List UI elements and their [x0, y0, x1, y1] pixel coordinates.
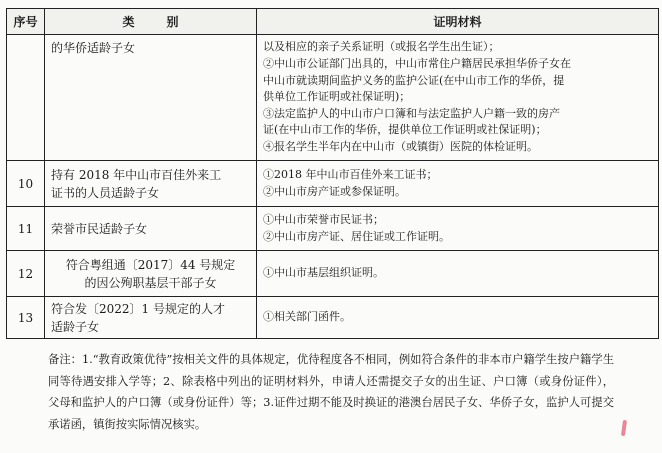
row-category — [45, 161, 257, 207]
table-row — [7, 207, 659, 251]
footnote: 备注：1.“教育政策优待”按相关文件的具体规定，优待程度各不相同，例如符合条件的非本市户籍学生按户籍学生同等待遇安排入学等；2、除表格中列出的证明材料外，申请人还需提交子女的出生证、户口簿（或身份证件），父母和监护人的户口簿（或身份证件）等；3.证件过期不能及时换证的港澳台居民子女、华侨子女，监护人可提交承诺函，镇街按实际情况核实。 — [48, 353, 614, 431]
pen-mark — [621, 420, 627, 436]
material-line: ②中山市公证部门出具的，中山市常住户籍居民承担华侨子女在 — [263, 57, 571, 71]
row-category: 的华侨适龄子女 — [45, 35, 257, 161]
row-category — [45, 297, 257, 339]
row-index: 10 — [7, 161, 45, 207]
row-materials — [257, 207, 659, 251]
category-line: 适龄子女 — [51, 319, 100, 334]
material-line: ③法定监护人的中山市户口簿和与法定监护人户籍一致的房产 — [263, 106, 560, 120]
category-line: 的因公殉职基层干部子女 — [84, 275, 217, 290]
material-line: ②中山市房产证、居住证或工作证明。 — [263, 229, 450, 243]
header-materials: 证明材料 — [257, 9, 659, 35]
table-header-row — [7, 9, 659, 35]
material-line: ①中山市荣誉市民证书； — [263, 212, 384, 226]
row-materials — [257, 35, 659, 161]
row-index: 13 — [7, 297, 45, 339]
row-index: 12 — [7, 251, 45, 297]
material-line: 以及相应的亲子关系证明（或报名学生出生证）； — [263, 40, 500, 54]
table-row — [7, 161, 659, 207]
material-line: ①相关部门函件。 — [263, 310, 351, 324]
row-materials — [257, 297, 659, 339]
header-category: 类 别 — [45, 9, 257, 35]
row-index — [7, 35, 45, 161]
table-row — [7, 297, 659, 339]
category-line: 证书的人员适龄子女 — [51, 185, 160, 200]
row-materials — [257, 161, 659, 207]
category-line: 符合发〔2022〕1 号规定的人才 — [51, 301, 225, 316]
material-line: ①2018 年中山市百佳外来工证书； — [263, 167, 438, 181]
material-line: ①中山市基层组织证明。 — [263, 266, 384, 280]
material-line: 中山市就读期间监护义务的监护公证(在中山市工作的华侨，提 — [263, 73, 565, 87]
row-index: 11 — [7, 207, 45, 251]
table-row-continued — [7, 35, 659, 161]
material-line: 证(在中山市工作的华侨，提供单位工作证明或社保证明)； — [263, 123, 547, 137]
category-line: 荣誉市民适龄子女 — [51, 221, 148, 236]
row-category — [45, 207, 257, 251]
certificate-table — [6, 8, 659, 339]
category-line: 持有 2018 年中山市百佳外来工 — [51, 167, 222, 182]
material-line: ②中山市房产证或参保证明。 — [263, 184, 406, 198]
material-line: ④报名学生半年内在中山市（或镇街）医院的体检证明。 — [263, 139, 538, 153]
row-materials — [257, 251, 659, 297]
header-index: 序号 — [7, 9, 45, 35]
row-category — [45, 251, 257, 297]
category-line: 符合粤组通〔2017〕44 号规定 — [65, 257, 236, 272]
table-row — [7, 251, 659, 297]
material-line: 供单位工作证明或社保证明)； — [263, 90, 411, 104]
